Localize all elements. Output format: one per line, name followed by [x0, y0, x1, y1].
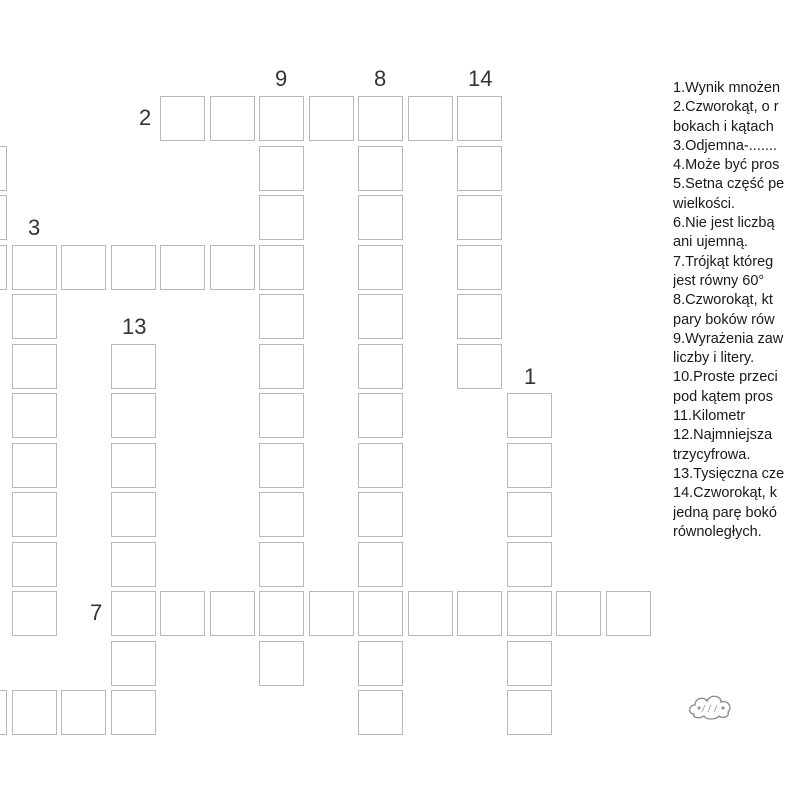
- crossword-cell[interactable]: [507, 542, 552, 587]
- clue-number-8: 8: [374, 66, 387, 91]
- crossword-cell[interactable]: [259, 393, 304, 438]
- clue-line: wielkości.: [673, 195, 736, 212]
- crossword-cell[interactable]: [0, 690, 7, 735]
- clue-number-1: 1: [524, 364, 537, 389]
- clue-list: [673, 79, 789, 679]
- crossword-cell[interactable]: [12, 443, 57, 488]
- clue-number-2: 2: [139, 105, 152, 130]
- crossword-cell[interactable]: [358, 492, 403, 537]
- crossword-cell[interactable]: [259, 195, 304, 240]
- crossword-cell[interactable]: [259, 96, 304, 141]
- clue-line: 5.Setna część pe: [673, 176, 785, 193]
- crossword-cell[interactable]: [12, 492, 57, 537]
- crossword-cell[interactable]: [259, 344, 304, 389]
- crossword-cell[interactable]: [358, 690, 403, 735]
- crossword-cell[interactable]: [111, 344, 156, 389]
- crossword-cell[interactable]: [408, 96, 453, 141]
- crossword-cell[interactable]: [12, 542, 57, 587]
- clue-line: bokach i kątach: [673, 118, 774, 135]
- clue-line: 13.Tysięczna cze: [673, 465, 785, 482]
- crossword-cell[interactable]: [457, 344, 502, 389]
- crossword-cell[interactable]: [408, 591, 453, 636]
- crossword-cell[interactable]: [358, 96, 403, 141]
- clue-line: 3.Odjemna-.......: [673, 137, 777, 154]
- crossword-cell[interactable]: [160, 96, 205, 141]
- clue-line: liczby i litery.: [673, 350, 755, 367]
- crossword-cell[interactable]: [12, 344, 57, 389]
- crossword-cell[interactable]: [111, 245, 156, 290]
- clue-line: 2.Czworokąt, o r: [673, 99, 779, 116]
- crossword-cell[interactable]: [160, 245, 205, 290]
- crossword-cell[interactable]: [358, 344, 403, 389]
- crossword-cell[interactable]: [111, 443, 156, 488]
- crossword-cell[interactable]: [358, 393, 403, 438]
- crossword-cell[interactable]: [507, 443, 552, 488]
- crossword-cell[interactable]: [358, 146, 403, 191]
- crossword-cell[interactable]: [160, 591, 205, 636]
- clue-number-9: 9: [275, 66, 288, 91]
- clue-line: jedną parę bokó: [673, 504, 777, 521]
- crossword-cell[interactable]: [0, 146, 7, 191]
- crossword-cell[interactable]: [111, 393, 156, 438]
- clue-line: jest równy 60°: [673, 272, 765, 289]
- crossword-cell[interactable]: [12, 690, 57, 735]
- crossword-cell[interactable]: [259, 641, 304, 686]
- crossword-cell[interactable]: [457, 245, 502, 290]
- crossword-cell[interactable]: [358, 591, 403, 636]
- clue-line: 1.Wynik mnożen: [673, 80, 781, 96]
- clue-line: 14.Czworokąt, k: [673, 485, 777, 502]
- crossword-cell[interactable]: [111, 641, 156, 686]
- crossword-cell[interactable]: [12, 393, 57, 438]
- crossword-cell[interactable]: [358, 245, 403, 290]
- clue-number-13: 13: [122, 314, 147, 339]
- crossword-cell[interactable]: [358, 641, 403, 686]
- crossword-cell[interactable]: [457, 294, 502, 339]
- clue-line: trzycyfrowa.: [673, 446, 751, 463]
- crossword-cell[interactable]: [556, 591, 601, 636]
- crossword-cell[interactable]: [507, 690, 552, 735]
- crossword-cell[interactable]: [111, 492, 156, 537]
- crossword-cell[interactable]: [457, 96, 502, 141]
- crossword-cell[interactable]: [507, 393, 552, 438]
- crossword-cell[interactable]: [12, 591, 57, 636]
- clue-line: pary boków rów: [673, 311, 775, 328]
- crossword-cell[interactable]: [259, 294, 304, 339]
- crossword-cell[interactable]: [358, 542, 403, 587]
- crossword-cell[interactable]: [507, 591, 552, 636]
- crossword-cell[interactable]: [507, 641, 552, 686]
- clue-line: ani ujemną.: [673, 234, 748, 251]
- clue-line: 8.Czworokąt, kt: [673, 292, 773, 309]
- clue-line: pod kątem pros: [673, 388, 773, 405]
- crossword-cell[interactable]: [309, 591, 354, 636]
- crossword-cell[interactable]: [111, 542, 156, 587]
- crossword-cell[interactable]: [0, 245, 7, 290]
- crossword-cell[interactable]: [507, 492, 552, 537]
- clue-line: 7.Trójkąt któreg: [673, 253, 774, 270]
- crossword-cell[interactable]: [457, 195, 502, 240]
- clue-number-14: 14: [468, 66, 493, 91]
- crossword-cell[interactable]: [259, 542, 304, 587]
- clue-line: 11.Kilometr: [673, 408, 746, 425]
- clue-line: 9.Wyrażenia zaw: [673, 330, 784, 347]
- crossword-cell[interactable]: [259, 245, 304, 290]
- crossword-cell[interactable]: [111, 591, 156, 636]
- crossword-cell[interactable]: [61, 245, 106, 290]
- crossword-cell[interactable]: [259, 146, 304, 191]
- clue-line: równoległych.: [673, 523, 762, 540]
- clue-line: 4.Może być pros: [673, 157, 780, 174]
- crossword-cell[interactable]: [358, 443, 403, 488]
- crossword-cell[interactable]: [61, 690, 106, 735]
- crossword-cell[interactable]: [309, 96, 354, 141]
- crossword-cell[interactable]: [0, 195, 7, 240]
- crossword-cell[interactable]: [12, 294, 57, 339]
- crossword-cell[interactable]: [358, 294, 403, 339]
- crossword-cell[interactable]: [457, 591, 502, 636]
- cloud-icon: [686, 690, 736, 722]
- crossword-cell[interactable]: [259, 492, 304, 537]
- crossword-cell[interactable]: [259, 443, 304, 488]
- crossword-cell[interactable]: [210, 96, 255, 141]
- clue-number-7: 7: [90, 600, 103, 625]
- clue-line: 6.Nie jest liczbą: [673, 215, 775, 232]
- crossword-cell[interactable]: [606, 591, 651, 636]
- crossword-cell[interactable]: [111, 690, 156, 735]
- crossword-cell[interactable]: [210, 245, 255, 290]
- clue-line: 12.Najmniejsza: [673, 427, 773, 444]
- clue-number-3: 3: [28, 215, 41, 240]
- crossword-cell[interactable]: [457, 146, 502, 191]
- clue-line: 10.Proste przeci: [673, 369, 778, 386]
- crossword-cell[interactable]: [259, 591, 304, 636]
- crossword-cell[interactable]: [210, 591, 255, 636]
- crossword-cell[interactable]: [358, 195, 403, 240]
- crossword-cell[interactable]: [12, 245, 57, 290]
